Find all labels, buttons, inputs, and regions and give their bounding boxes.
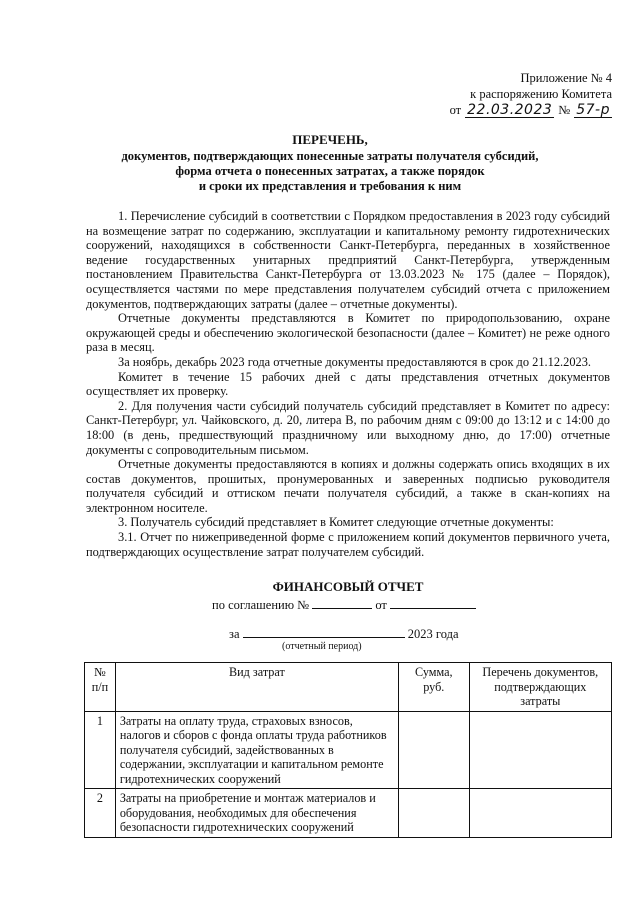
header-num: № п/п — [85, 663, 116, 712]
paragraph-3: За ноябрь, декабрь 2023 года отчетные документы предоставляются в срок до 21.12.2023. — [118, 354, 592, 369]
period-hint: (отчетный период) — [282, 641, 362, 652]
title-line-3: и сроки их представления и требования к ним — [198, 179, 462, 193]
financial-report-table — [84, 662, 612, 838]
table-row — [85, 711, 612, 789]
document-title — [60, 132, 600, 194]
agreement-date-blank — [390, 597, 476, 609]
header-docs: Перечень документов, подтверждающих затраты — [469, 663, 611, 712]
row-num: 1 — [85, 711, 116, 789]
header-kind: Вид затрат — [115, 663, 398, 712]
report-title: ФИНАНСОВЫЙ ОТЧЕТ — [272, 579, 424, 594]
title-main: ПЕРЕЧЕНЬ, — [292, 132, 368, 147]
appendix-header — [450, 70, 612, 118]
paragraph-1: 1. Перечисление субсидий в соответствии с Порядком предоставления в 2023 году субсидий на возмещение затрат по содержанию, эксплуатации и капитальному ремонту гидротехнических сооружений, находящихся в собственности Санкт-Петербурга, переданных в хозяйственное ведение государственных унитарных предприятий Санкт-Петербурга, утвержденным постановлением Правительства Санкт-Петербурга от 13.03.2023 № 175 (далее – Порядок), осуществляется частями по мере представления получателем субсидий отчета с приложением документов, подтверждающих затраты (далее – отчетные документы). — [86, 209, 610, 311]
paragraph-7: 3. Получатель субсидий представляет в Комитет следующие отчетные документы: — [118, 515, 554, 530]
appendix-line-1: Приложение № 4 — [520, 71, 612, 85]
row-num: 2 — [85, 789, 116, 838]
appendix-line-2: к распоряжению Комитета — [470, 87, 612, 101]
title-line-2: форма отчета о понесенных затратах, а также порядок — [175, 164, 485, 178]
row-sum — [399, 711, 470, 789]
agreement-number-blank — [312, 597, 372, 609]
period-line — [229, 626, 459, 642]
appendix-from-label: от — [449, 103, 462, 117]
agreement-line — [212, 597, 476, 613]
row-docs — [469, 711, 611, 789]
period-suffix: 2023 года — [407, 627, 459, 641]
header-sum: Сумма, руб. — [399, 663, 470, 712]
document-body — [86, 209, 610, 559]
row-sum — [399, 789, 470, 838]
handwritten-number: 57-р — [576, 102, 610, 118]
agreement-prefix: по соглашению № — [212, 598, 310, 612]
appendix-number-label: № — [558, 103, 571, 117]
table-header-row — [85, 663, 612, 712]
period-blank — [243, 626, 405, 638]
row-kind: Затраты на приобретение и монтаж материалов и оборудования, необходимых для обеспечения безопасности гидротехнических сооружений — [115, 789, 398, 838]
period-prefix: за — [229, 627, 240, 641]
paragraph-2: Отчетные документы представляются в Комитет по природопользованию, охране окружающей среды и обеспечению экологической безопасности (далее – Комитет) не реже одного раза в месяц. — [86, 311, 610, 355]
paragraph-8: 3.1. Отчет по нижеприведенной форме с приложением копий документов первичного учета, подтверждающих осуществление затрат получателем субсидий. — [86, 530, 610, 559]
appendix-date-line — [450, 102, 612, 118]
row-docs — [469, 789, 611, 838]
paragraph-5: 2. Для получения части субсидий получатель субсидий представляет в Комитет по адресу: Санкт-Петербург, ул. Чайковского, д. 20, литера В, по рабочим дням с 09:00 до 13:12 и с 14:00 до 18:00 (в день, предшествующий праздничному или выходному дню, до 17:00) отчетные документы с сопроводительным письмом. — [86, 398, 610, 457]
paragraph-4: Комитет в течение 15 рабочих дней с даты представления отчетных документов осуществляет их проверку. — [86, 369, 610, 399]
table-row — [85, 789, 612, 838]
row-kind: Затраты на оплату труда, страховых взносов, налогов и сборов с фонда оплаты труда работников получателя субсидий, задействованных в содержании, эксплуатации и капитальном ремонте гидротехнических сооружений — [115, 711, 398, 789]
paragraph-6: Отчетные документы предоставляются в копиях и должны содержать опись входящих в их состав документов, прошитых, пронумерованных и заверенных подписью руководителя получателя субсидий и оттиском печати получателя субсидий, а также в скан-копиях на электронном носителе. — [86, 457, 610, 515]
handwritten-date: 22.03.2023 — [467, 102, 553, 118]
agreement-from: от — [375, 598, 387, 612]
title-line-1: документов, подтверждающих понесенные затраты получателя субсидий, — [121, 149, 539, 163]
